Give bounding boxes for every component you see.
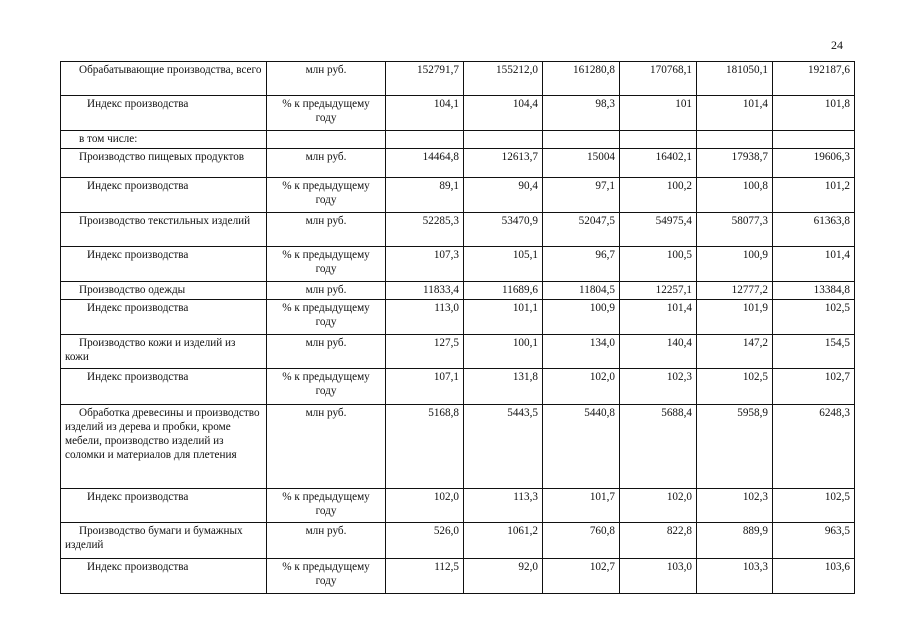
row-unit: % к предыдущему году — [267, 300, 386, 335]
value-cell: 12613,7 — [464, 149, 543, 178]
row-name-cell — [61, 405, 267, 489]
row-unit: % к предыдущему году — [267, 96, 386, 131]
value-cell: 100,2 — [620, 178, 697, 213]
value-cell: 5958,9 — [697, 405, 773, 489]
production-table — [60, 61, 855, 594]
value-cell: 97,1 — [543, 178, 620, 213]
value-cell: 102,0 — [386, 489, 464, 523]
value-cell: 15004 — [543, 149, 620, 178]
row-name-cell — [61, 178, 267, 213]
row-name-cell — [61, 247, 267, 282]
value-cell: 92,0 — [464, 559, 543, 594]
value-cell: 102,5 — [773, 489, 855, 523]
value-cell: 104,4 — [464, 96, 543, 131]
value-cell: 105,1 — [464, 247, 543, 282]
value-cell: 889,9 — [697, 523, 773, 559]
value-cell: 103,6 — [773, 559, 855, 594]
value-cell: 526,0 — [386, 523, 464, 559]
table-row — [61, 178, 855, 213]
row-unit: млн руб. — [267, 335, 386, 369]
value-cell: 154,5 — [773, 335, 855, 369]
value-cell: 102,0 — [620, 489, 697, 523]
value-cell: 101,4 — [620, 300, 697, 335]
row-unit: млн руб. — [267, 282, 386, 300]
value-cell: 101,8 — [773, 96, 855, 131]
value-cell: 101,2 — [773, 178, 855, 213]
row-name-cell — [61, 523, 267, 559]
value-cell: 134,0 — [543, 335, 620, 369]
row-name: Производство кожи и изделий из кожи — [65, 337, 236, 363]
row-unit: млн руб. — [267, 149, 386, 178]
table-row — [61, 149, 855, 178]
value-cell: 54975,4 — [620, 213, 697, 247]
row-name: Обработка древесины и производство изделий из дерева и пробки, кроме мебели, производство изделий из соломки и материалов для плетения — [65, 407, 260, 461]
row-name-cell — [61, 282, 267, 300]
row-name-cell — [61, 131, 267, 149]
value-cell: 53470,9 — [464, 213, 543, 247]
row-name: Индекс производства — [87, 371, 189, 383]
value-cell: 52047,5 — [543, 213, 620, 247]
value-cell: 107,1 — [386, 369, 464, 405]
value-cell: 17938,7 — [697, 149, 773, 178]
row-name: Производство пищевых продуктов — [79, 151, 245, 163]
row-unit: млн руб. — [267, 213, 386, 247]
value-cell: 89,1 — [386, 178, 464, 213]
row-unit: млн руб. — [267, 405, 386, 489]
value-cell: 822,8 — [620, 523, 697, 559]
value-cell: 1061,2 — [464, 523, 543, 559]
value-cell: 61363,8 — [773, 213, 855, 247]
value-cell — [620, 131, 697, 149]
value-cell: 6248,3 — [773, 405, 855, 489]
value-cell: 101 — [620, 96, 697, 131]
value-cell: 100,1 — [464, 335, 543, 369]
table-row — [61, 523, 855, 559]
row-unit: % к предыдущему году — [267, 369, 386, 405]
row-name: Обрабатывающие производства, всего — [79, 64, 262, 76]
value-cell: 90,4 — [464, 178, 543, 213]
row-name: Производство бумаги и бумажных изделий — [65, 525, 243, 551]
value-cell — [386, 131, 464, 149]
value-cell — [773, 131, 855, 149]
row-name-cell — [61, 559, 267, 594]
row-name-cell — [61, 62, 267, 96]
value-cell: 192187,6 — [773, 62, 855, 96]
value-cell: 102,3 — [697, 489, 773, 523]
row-unit: млн руб. — [267, 523, 386, 559]
value-cell: 102,3 — [620, 369, 697, 405]
value-cell: 14464,8 — [386, 149, 464, 178]
value-cell: 96,7 — [543, 247, 620, 282]
value-cell — [697, 131, 773, 149]
value-cell: 140,4 — [620, 335, 697, 369]
value-cell: 101,4 — [773, 247, 855, 282]
value-cell: 102,5 — [697, 369, 773, 405]
value-cell: 103,3 — [697, 559, 773, 594]
row-name: Индекс производства — [87, 98, 189, 110]
value-cell: 101,1 — [464, 300, 543, 335]
table-row — [61, 62, 855, 96]
table-row — [61, 335, 855, 369]
value-cell: 100,9 — [543, 300, 620, 335]
table-row — [61, 405, 855, 489]
value-cell: 5168,8 — [386, 405, 464, 489]
row-name: Индекс производства — [87, 180, 189, 192]
value-cell: 11833,4 — [386, 282, 464, 300]
value-cell: 113,3 — [464, 489, 543, 523]
value-cell: 58077,3 — [697, 213, 773, 247]
value-cell: 102,7 — [773, 369, 855, 405]
value-cell: 112,5 — [386, 559, 464, 594]
value-cell: 52285,3 — [386, 213, 464, 247]
row-name-cell — [61, 335, 267, 369]
row-name-cell — [61, 213, 267, 247]
value-cell: 102,0 — [543, 369, 620, 405]
value-cell: 100,5 — [620, 247, 697, 282]
value-cell: 103,0 — [620, 559, 697, 594]
page-number: 24 — [831, 38, 843, 52]
table-row — [61, 559, 855, 594]
table-row — [61, 247, 855, 282]
value-cell: 100,9 — [697, 247, 773, 282]
table-row — [61, 213, 855, 247]
value-cell: 107,3 — [386, 247, 464, 282]
value-cell: 760,8 — [543, 523, 620, 559]
value-cell: 5443,5 — [464, 405, 543, 489]
row-unit: % к предыдущему году — [267, 559, 386, 594]
table-row — [61, 282, 855, 300]
row-name-cell — [61, 300, 267, 335]
value-cell: 12257,1 — [620, 282, 697, 300]
value-cell: 13384,8 — [773, 282, 855, 300]
value-cell: 16402,1 — [620, 149, 697, 178]
table-row — [61, 96, 855, 131]
value-cell: 113,0 — [386, 300, 464, 335]
row-name: в том числе: — [79, 133, 138, 145]
value-cell: 131,8 — [464, 369, 543, 405]
value-cell: 102,7 — [543, 559, 620, 594]
row-name: Индекс производства — [87, 561, 189, 573]
value-cell: 102,5 — [773, 300, 855, 335]
table-row — [61, 489, 855, 523]
table-row — [61, 131, 855, 149]
value-cell: 100,8 — [697, 178, 773, 213]
value-cell: 152791,7 — [386, 62, 464, 96]
row-name-cell — [61, 96, 267, 131]
row-unit: % к предыдущему году — [267, 247, 386, 282]
value-cell: 12777,2 — [697, 282, 773, 300]
row-name: Индекс производства — [87, 302, 189, 314]
value-cell: 101,4 — [697, 96, 773, 131]
value-cell: 963,5 — [773, 523, 855, 559]
value-cell: 98,3 — [543, 96, 620, 131]
row-name: Индекс производства — [87, 249, 189, 261]
value-cell — [543, 131, 620, 149]
table-row — [61, 300, 855, 335]
row-name: Производство текстильных изделий — [79, 215, 251, 227]
value-cell: 127,5 — [386, 335, 464, 369]
row-unit: млн руб. — [267, 62, 386, 96]
value-cell — [464, 131, 543, 149]
value-cell: 181050,1 — [697, 62, 773, 96]
value-cell: 104,1 — [386, 96, 464, 131]
value-cell: 101,9 — [697, 300, 773, 335]
value-cell: 5688,4 — [620, 405, 697, 489]
value-cell: 19606,3 — [773, 149, 855, 178]
value-cell: 161280,8 — [543, 62, 620, 96]
row-unit — [267, 131, 386, 149]
row-name-cell — [61, 489, 267, 523]
value-cell: 147,2 — [697, 335, 773, 369]
value-cell: 101,7 — [543, 489, 620, 523]
table-row — [61, 369, 855, 405]
row-name-cell — [61, 369, 267, 405]
row-name: Индекс производства — [87, 491, 189, 503]
table-body — [61, 62, 855, 594]
value-cell: 155212,0 — [464, 62, 543, 96]
row-unit: % к предыдущему году — [267, 489, 386, 523]
value-cell: 11804,5 — [543, 282, 620, 300]
value-cell: 11689,6 — [464, 282, 543, 300]
row-unit: % к предыдущему году — [267, 178, 386, 213]
row-name-cell — [61, 149, 267, 178]
row-name: Производство одежды — [79, 284, 186, 296]
value-cell: 5440,8 — [543, 405, 620, 489]
value-cell: 170768,1 — [620, 62, 697, 96]
